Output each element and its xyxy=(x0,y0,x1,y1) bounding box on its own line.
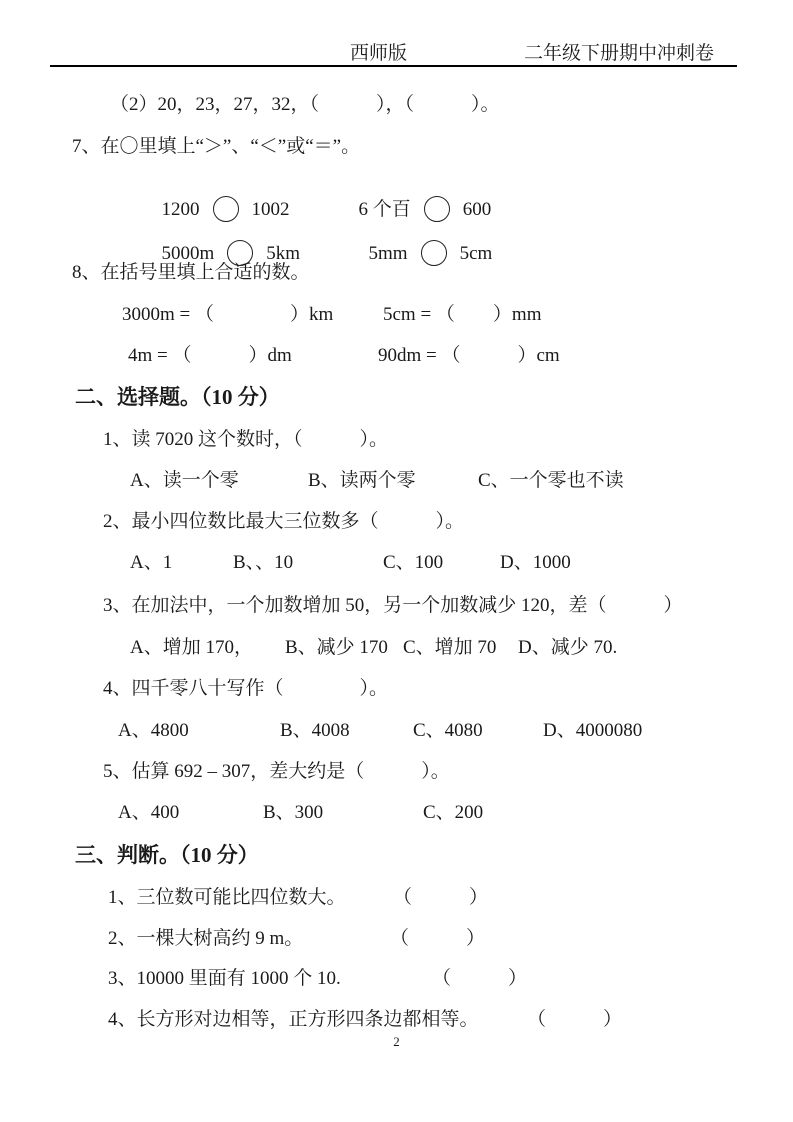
section-heading: 二、选择题。（10 分） xyxy=(75,385,280,409)
section-heading: 三、判断。（10 分） xyxy=(75,843,259,867)
option: A、1 xyxy=(130,552,173,573)
conversion-expression: 4m = （ ）dm xyxy=(128,345,292,366)
sequence-item-text: （2）20，23，27，32，（ ），（ ）。 xyxy=(110,94,500,115)
judgment-text: 2、一棵大树高约 9 m。 xyxy=(108,928,304,949)
option: B、4008 xyxy=(280,720,350,741)
option: C、增加 70 xyxy=(403,637,497,658)
option: B、减少 170 xyxy=(285,637,388,658)
question-text: 3、在加法中，一个加数增加 50，另一个加数减少 120，差（ ） xyxy=(103,595,683,616)
compare-right-value: 5km xyxy=(266,243,301,264)
answer-blank: （ ） xyxy=(390,928,486,949)
option: C、200 xyxy=(423,802,484,823)
option: D、减少 70. xyxy=(518,637,618,658)
judgment-text: 4、长方形对边相等，正方形四条边都相等。 xyxy=(108,1009,479,1030)
conversion-expression: 3000m = （ ）km xyxy=(122,304,334,325)
option: D、4000080 xyxy=(543,720,643,741)
option: D、1000 xyxy=(500,552,571,573)
compare-right-value: 5cm xyxy=(459,243,493,264)
option: C、100 xyxy=(383,552,444,573)
question-text: 1、读 7020 这个数时，（ ）。 xyxy=(103,429,389,450)
option: A、读一个零 xyxy=(130,470,239,491)
answer-blank: （ ） xyxy=(527,1009,623,1030)
compare-left-value: 6 个百 xyxy=(358,199,411,220)
conversion-expression: 90dm = （ ）cm xyxy=(378,345,560,366)
answer-blank: （ ） xyxy=(393,887,489,908)
compare-left-value: 1200 xyxy=(161,199,200,220)
question-8-title: 8、在括号里填上合适的数。 xyxy=(72,262,310,283)
option: B、读两个零 xyxy=(308,470,416,491)
header-edition: 西师版 xyxy=(350,43,408,64)
page-number: 2 xyxy=(393,1034,400,1049)
answer-blank: （ ） xyxy=(432,968,528,989)
question-7-title: 7、在〇里填上“＞”、“＜”或“＝”。 xyxy=(72,136,361,157)
question-text: 4、四千零八十写作（ ）。 xyxy=(103,678,389,699)
compare-right-value: 1002 xyxy=(251,199,290,220)
option: A、增加 170， xyxy=(130,637,253,658)
compare-left-value: 5000m xyxy=(161,243,215,264)
option: B、300 xyxy=(263,802,324,823)
option: C、一个零也不读 xyxy=(478,470,624,491)
header-booklet-title: 二年级下册期中冲刺卷 xyxy=(524,43,715,64)
option: B、、10 xyxy=(233,552,294,573)
compare-left-value: 5mm xyxy=(368,243,408,264)
compare-right-value: 600 xyxy=(462,199,492,220)
option: A、4800 xyxy=(118,720,189,741)
judgment-item-4 xyxy=(0,1007,793,1111)
option: C、4080 xyxy=(413,720,483,741)
question-text: 2、最小四位数比最大三位数多（ ）。 xyxy=(103,511,465,532)
judgment-text: 3、10000 里面有 1000 个 10. xyxy=(108,968,341,989)
option: A、400 xyxy=(118,802,180,823)
conversion-expression: 5cm = （ ）mm xyxy=(383,304,542,325)
header-rule xyxy=(50,65,737,67)
question-text: 5、估算 692 – 307，差大约是（ ）。 xyxy=(103,761,450,782)
judgment-text: 1、三位数可能比四位数大。 xyxy=(108,887,346,908)
